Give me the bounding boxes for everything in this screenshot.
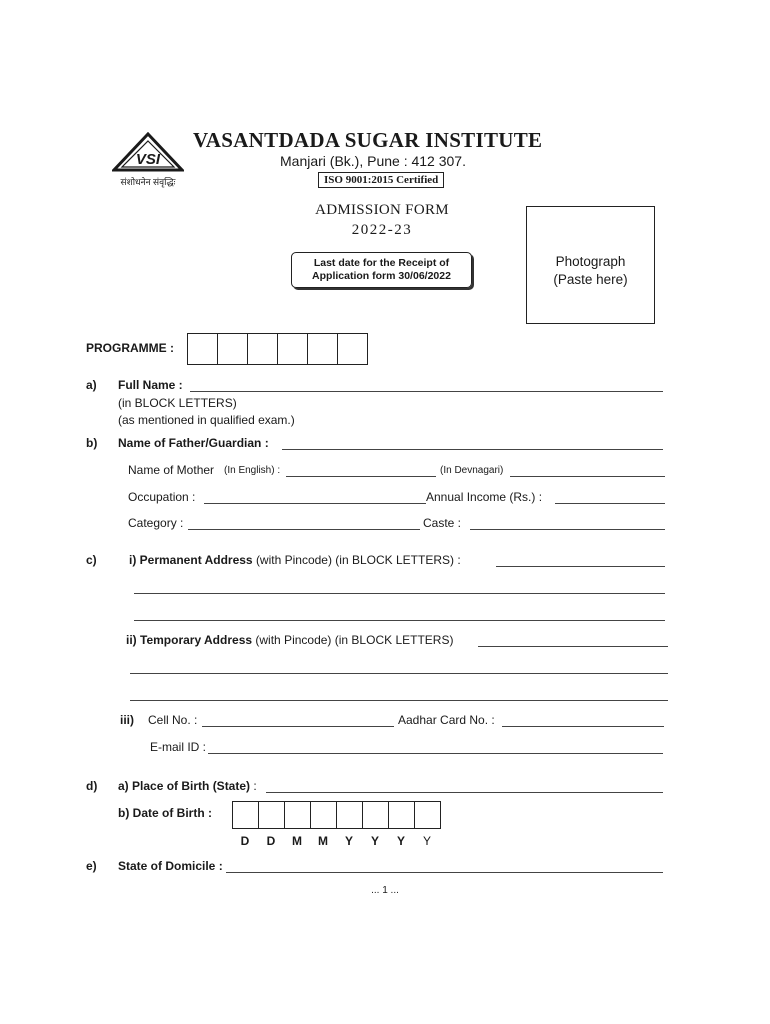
permanent-address-line-2[interactable] <box>134 593 665 594</box>
annual-income-label: Annual Income (Rs.) : <box>426 490 543 504</box>
birth-place-row <box>118 779 257 793</box>
email-field[interactable] <box>208 753 663 754</box>
mother-english-field[interactable] <box>286 476 436 477</box>
father-guardian-label: Name of Father/Guardian : <box>118 436 269 450</box>
full-name-field[interactable] <box>190 391 663 392</box>
mother-name-label: Name of Mother <box>128 463 215 477</box>
mother-devnagari-field[interactable] <box>510 476 665 477</box>
logo-text: VSI <box>135 151 161 168</box>
dob-format-letter: Y <box>422 834 431 848</box>
caste-label: Caste : <box>423 516 462 530</box>
full-name-note-exam: (as mentioned in qualified exam.) <box>118 413 295 427</box>
institute-address: Manjari (Bk.), Pune : 412 307. <box>280 153 466 169</box>
logo-motto: संशोधनेन संवृद्धिः <box>120 177 176 187</box>
annual-income-field[interactable] <box>555 503 665 504</box>
dob-label: b) Date of Birth : <box>118 806 212 820</box>
caste-field[interactable] <box>470 529 665 530</box>
dob-box[interactable] <box>311 802 337 828</box>
permanent-address-line-3[interactable] <box>134 620 665 621</box>
dob-box[interactable] <box>285 802 311 828</box>
dob-boxes <box>232 801 441 829</box>
logo <box>112 132 184 187</box>
programme-boxes <box>187 333 368 365</box>
iso-certification-badge: ISO 9001:2015 Certified <box>318 172 444 188</box>
deadline-notice <box>291 252 472 288</box>
form-title <box>288 200 476 240</box>
photograph-hint: (Paste here) <box>553 272 628 287</box>
deadline-line1: Last date for the Receipt of <box>313 257 450 269</box>
occupation-label: Occupation : <box>128 490 196 504</box>
photograph-box[interactable] <box>526 206 655 324</box>
dob-box[interactable] <box>337 802 363 828</box>
temporary-address-row <box>126 633 453 647</box>
page-number: ... 1 ... <box>371 885 399 896</box>
dob-format-letter: M <box>318 834 328 848</box>
programme-box[interactable] <box>278 334 308 364</box>
category-field[interactable] <box>188 529 420 530</box>
dob-format-letter: D <box>266 834 276 848</box>
temporary-address-label: ii) Temporary Address <box>126 633 253 647</box>
cell-no-label: Cell No. : <box>148 713 198 727</box>
programme-box[interactable] <box>218 334 248 364</box>
cell-no-field[interactable] <box>202 726 394 727</box>
temporary-address-line-3[interactable] <box>130 700 668 701</box>
full-name-label: Full Name : <box>118 378 183 392</box>
section-a-marker: a) <box>86 378 97 392</box>
permanent-address-row <box>129 553 461 567</box>
occupation-field[interactable] <box>204 503 426 504</box>
form-title-year: 2022-23 <box>351 222 413 238</box>
form-title-main: ADMISSION FORM <box>315 202 449 218</box>
dob-box[interactable] <box>363 802 389 828</box>
birth-place-colon: : <box>253 779 257 793</box>
category-label: Category : <box>128 516 184 530</box>
photograph-label: Photograph <box>555 254 626 269</box>
temporary-address-note: (with Pincode) (in BLOCK LETTERS) <box>255 633 454 647</box>
section-e-marker: e) <box>86 859 97 873</box>
state-of-domicile-label: State of Domicile : <box>118 859 223 873</box>
dob-box[interactable] <box>233 802 259 828</box>
programme-box[interactable] <box>308 334 338 364</box>
permanent-address-label: i) Permanent Address <box>129 553 253 567</box>
programme-label: PROGRAMME : <box>86 341 174 355</box>
aadhar-card-field[interactable] <box>502 726 664 727</box>
deadline-line2: Application form 30/06/2022 <box>312 270 451 282</box>
aadhar-card-label: Aadhar Card No. : <box>398 713 495 727</box>
birth-place-label: a) Place of Birth (State) <box>118 779 251 793</box>
section-c-marker: c) <box>86 553 97 567</box>
father-guardian-field[interactable] <box>282 449 663 450</box>
dob-format-row <box>232 834 440 848</box>
permanent-address-note: (with Pincode) (in BLOCK LETTERS) : <box>255 553 461 567</box>
dob-format-letter: Y <box>344 834 353 848</box>
contact-marker: iii) <box>120 713 134 727</box>
full-name-note-block: (in BLOCK LETTERS) <box>118 396 237 410</box>
dob-format-letter: M <box>292 834 302 848</box>
dob-box[interactable] <box>389 802 415 828</box>
mother-devnagari-label: (In Devnagari) <box>440 465 504 476</box>
dob-box[interactable] <box>259 802 285 828</box>
programme-box[interactable] <box>248 334 278 364</box>
section-d-marker: d) <box>86 779 98 793</box>
institute-name: VASANTDADA SUGAR INSTITUTE <box>193 128 543 152</box>
dob-format-letter: D <box>240 834 250 848</box>
permanent-address-field[interactable] <box>496 566 665 567</box>
temporary-address-field[interactable] <box>478 646 668 647</box>
mother-english-label: (In English) : <box>224 465 281 476</box>
dob-box[interactable] <box>415 802 440 828</box>
dob-format-letter: Y <box>370 834 379 848</box>
state-of-domicile-field[interactable] <box>226 872 663 873</box>
temporary-address-line-2[interactable] <box>130 673 668 674</box>
vsi-logo-icon <box>112 132 184 172</box>
email-label: E-mail ID : <box>150 740 207 754</box>
dob-format-letter: Y <box>396 834 405 848</box>
programme-box[interactable] <box>338 334 367 364</box>
programme-box[interactable] <box>188 334 218 364</box>
birth-place-field[interactable] <box>266 792 663 793</box>
section-b-marker: b) <box>86 436 98 450</box>
